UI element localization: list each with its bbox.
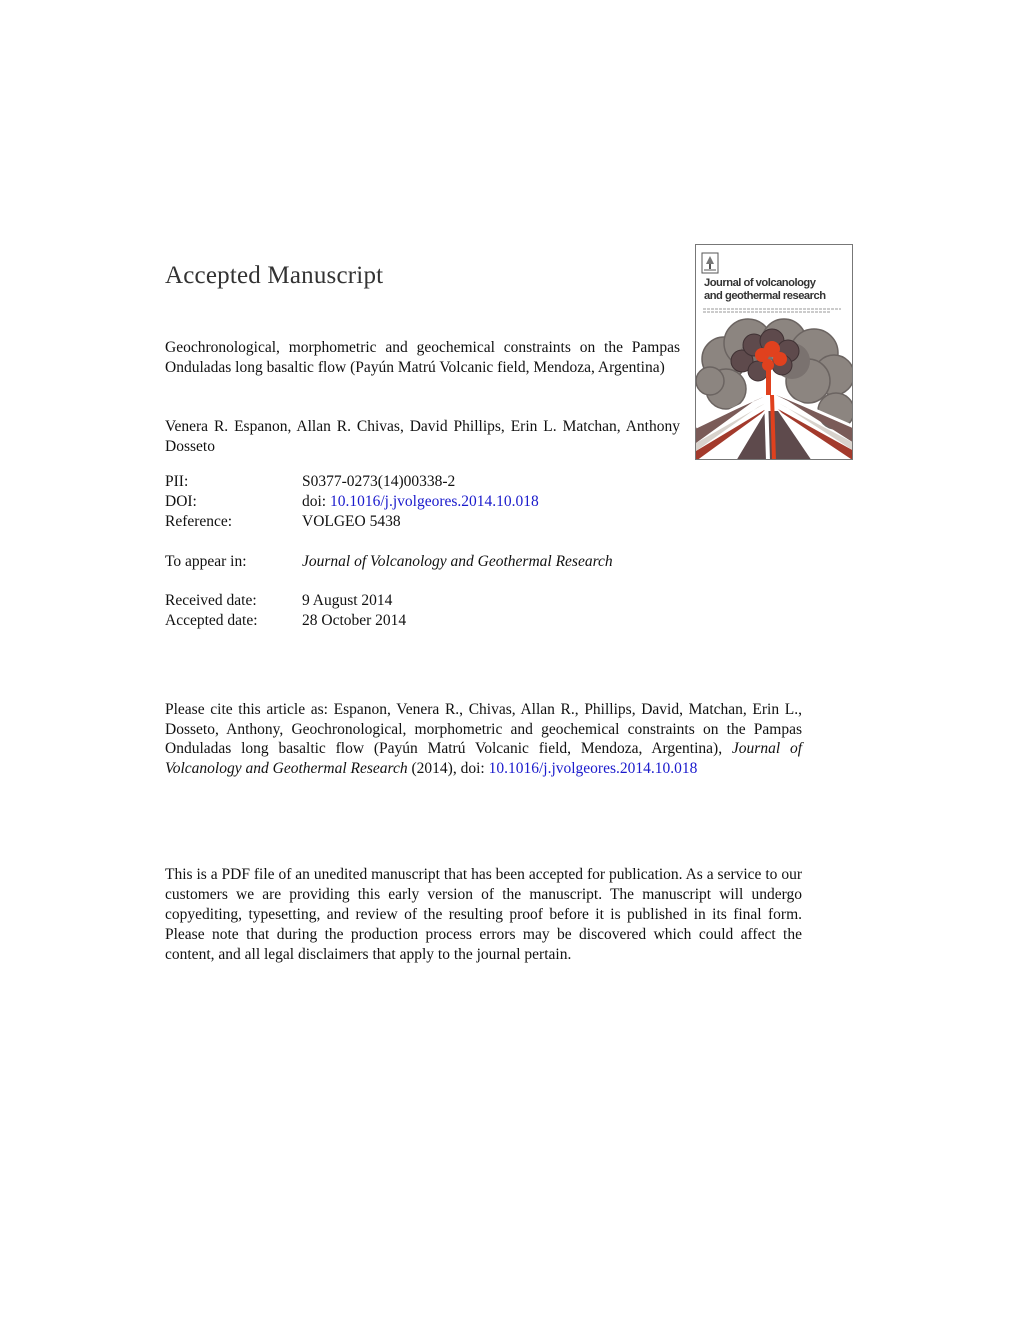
- received-label: Received date:: [165, 592, 257, 609]
- reference-row: [165, 512, 685, 532]
- accepted-label: Accepted date:: [165, 612, 258, 629]
- accepted-value: 28 October 2014: [302, 612, 407, 629]
- doi-row: [165, 492, 685, 512]
- citation-doi-link[interactable]: 10.1016/j.jvolgeores.2014.10.018: [488, 759, 698, 777]
- dates-block: [165, 591, 685, 631]
- journal-cover-image: [695, 244, 853, 460]
- citation-year-doi: (2014), doi:: [411, 759, 485, 777]
- doi-prefix: doi:: [302, 493, 327, 510]
- citation-intro: Please cite this article as: Espanon, Venera R., Chivas, Allan R., Phillips, David, Matchan, Erin L., Dosseto, Anthony, Geochronological, morphometric and geochemical constraints on the Pampas Onduladas long basaltic flow (Payún Matrú Volcanic field, Mendoza, Argentina),: [165, 701, 802, 757]
- citation-paragraph: [165, 700, 802, 778]
- article-title: Geochronological, morphometric and geochemical constraints on the Pampas Onduladas long basaltic flow (Payún Matrú Volcanic field, Mendoza, Argentina): [165, 339, 680, 376]
- cover-title-line2: and geothermal research: [704, 290, 826, 302]
- cover-journal-title: [704, 277, 852, 303]
- disclaimer-paragraph: This is a PDF file of an unedited manuscript that has been accepted for publication. As a service to our customers we are providing this early version of the manuscript. The manuscript will undergo copyediting, typesetting, and review of the resulting proof before it is published in its final form. Please note that during the production process errors may be discovered which could affect the content, and all legal disclaimers that apply to the journal pertain.: [165, 866, 802, 963]
- reference-label: Reference:: [165, 513, 233, 530]
- accepted-row: [165, 611, 685, 631]
- received-value: 9 August 2014: [302, 592, 393, 609]
- pii-row: [165, 472, 685, 492]
- appear-label: To appear in:: [165, 553, 247, 570]
- appear-value: Journal of Volcanology and Geothermal Research: [302, 553, 613, 570]
- pii-label: PII:: [165, 473, 189, 490]
- citation-journal: Journal of Volcanology and Geothermal Research: [165, 740, 803, 777]
- doi-link[interactable]: 10.1016/j.jvolgeores.2014.10.018: [330, 493, 539, 510]
- cover-fine-print: [703, 307, 843, 315]
- publisher-logo-icon: [701, 252, 719, 274]
- received-row: [165, 591, 685, 611]
- doi-label: DOI:: [165, 493, 197, 510]
- pii-value: S0377-0273(14)00338-2: [302, 473, 456, 490]
- article-authors: Venera R. Espanon, Allan R. Chivas, David Phillips, Erin L. Matchan, Anthony Dosseto: [165, 418, 680, 455]
- page-heading: Accepted Manuscript: [165, 262, 384, 289]
- doi-value: [302, 492, 685, 512]
- appear-row: [165, 552, 685, 572]
- cover-title-line1: Journal of volcanology: [704, 277, 816, 289]
- reference-value: VOLGEO 5438: [302, 513, 401, 530]
- appear-block: [165, 552, 685, 572]
- identifier-block: [165, 472, 685, 532]
- volcano-illustration: [696, 315, 853, 460]
